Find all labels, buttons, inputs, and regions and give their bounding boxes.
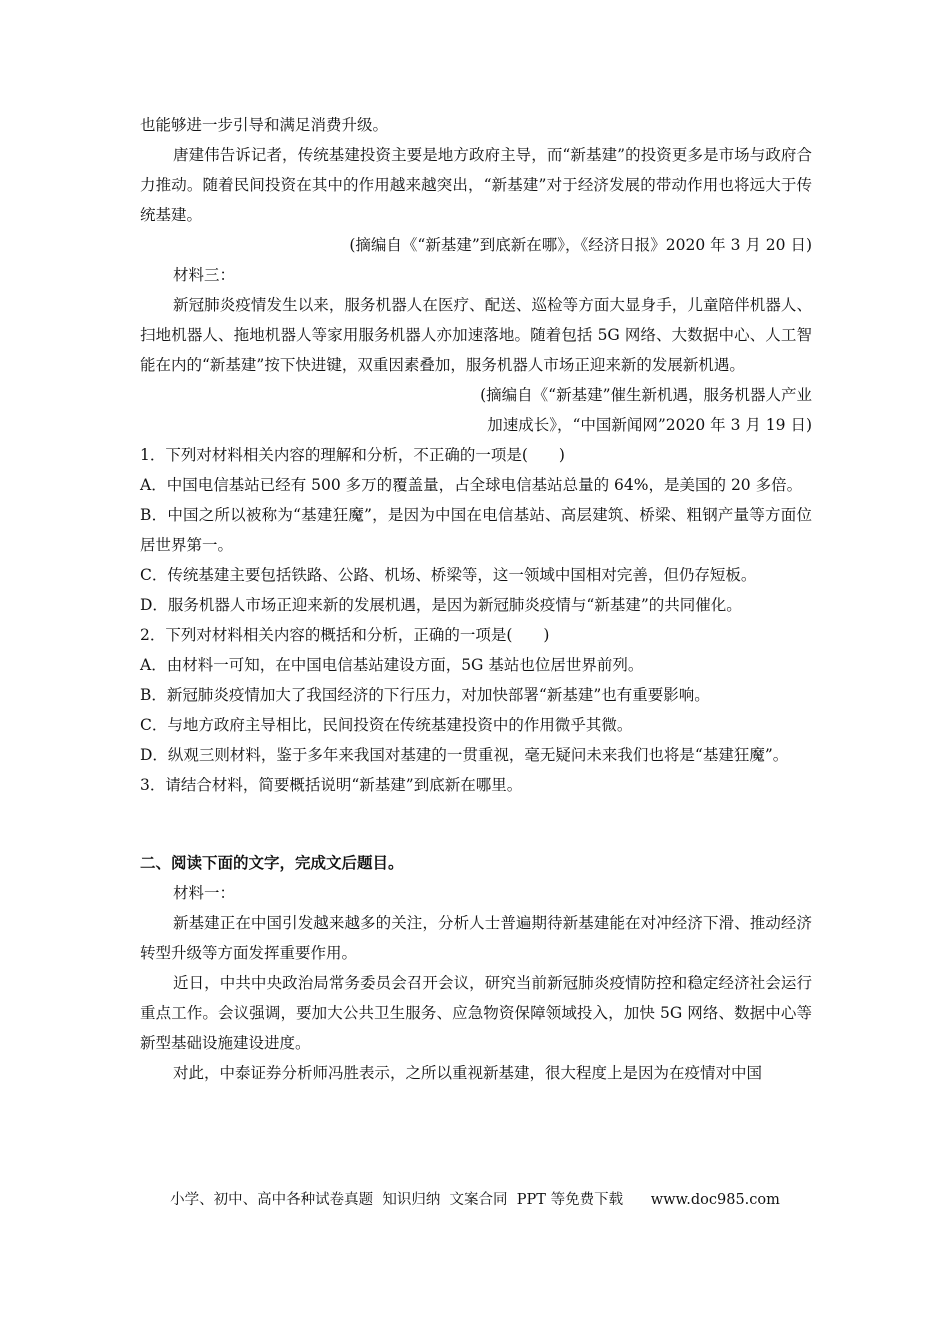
paragraph-analyst-comment: 对此，中泰证券分析师冯胜表示，之所以重视新基建，很大程度上是因为在疫情对中国 [173, 1064, 763, 1082]
question-1 [140, 440, 812, 620]
source-citation-2-line2: 加速成长》，“中国新闻网”2020 年 3 月 19 日) [487, 416, 812, 434]
paragraph-politburo-meeting: 近日，中共中央政治局常务委员会召开会议，研究当前新冠肺炎疫情防控和稳定经济社会运行重点工作。会议强调，要加大公共卫生服务、应急物资保障领域投入，加快 5G 网络、数据中心等新型基础设施建设进度。 [140, 974, 812, 1052]
question-2-option-a: A．由材料一可知，在中国电信基站建设方面，5G 基站也位居世界前列。 [140, 656, 644, 674]
question-1-stem: 1．下列对材料相关内容的理解和分析，不正确的一项是( ) [140, 446, 565, 464]
footer-text: 小学、初中、高中各种试卷真题 知识归纳 文案合同 PPT 等免费下载 [170, 1192, 624, 1208]
paragraph-tang-jianwei: 唐建伟告诉记者，传统基建投资主要是地方政府主导，而“新基建”的投资更多是市场与政府合力推动。随着民间投资在其中的作用越来越突出，“新基建”对于经济发展的带动作用也将远大于传统基建。 [140, 146, 812, 224]
material-one-heading: 材料一： [173, 884, 236, 902]
document-body [140, 110, 812, 1088]
source-citation-2-line1: (摘编自《“新基建”催生新机遇，服务机器人产业 [480, 386, 812, 404]
question-2 [140, 620, 812, 770]
question-2-option-c: C．与地方政府主导相比，民间投资在传统基建投资中的作用微乎其微。 [140, 716, 633, 734]
material-three-heading: 材料三： [173, 266, 236, 284]
paragraph-service-robots: 新冠肺炎疫情发生以来，服务机器人在医疗、配送、巡检等方面大显身手，儿童陪伴机器人、扫地机器人、拖地机器人等家用服务机器人亦加速落地。随着包括 5G 网络、大数据中心、人工智能在内的“新基建”按下快进键，双重因素叠加，服务机器人市场正迎来新的发展新机遇。 [140, 296, 812, 374]
section-two-heading: 二、阅读下面的文字，完成文后题目。 [140, 853, 404, 872]
question-2-option-b: B．新冠肺炎疫情加大了我国经济的下行压力，对加快部署“新基建”也有重要影响。 [140, 686, 710, 704]
question-1-option-d: D．服务机器人市场正迎来新的发展机遇，是因为新冠肺炎疫情与“新基建”的共同催化。 [140, 596, 742, 614]
paragraph-new-infrastructure: 新基建正在中国引发越来越多的关注，分析人士普遍期待新基建能在对冲经济下滑、推动经济转型升级等方面发挥重要作用。 [140, 914, 812, 962]
question-3-stem: 3．请结合材料，简要概括说明“新基建”到底新在哪里。 [140, 776, 523, 794]
page-footer [0, 1188, 950, 1212]
question-1-option-a: A．中国电信基站已经有 500 多万的覆盖量，占全球电信基站总量的 64%，是美国的 20 多倍。 [140, 476, 803, 494]
paragraph-continued: 也能够进一步引导和满足消费升级。 [140, 116, 389, 134]
source-citation-1: (摘编自《“新基建”到底新在哪》，《经济日报》2020 年 3 月 20 日) [349, 236, 812, 254]
footer-link[interactable]: www.doc985.com [650, 1192, 780, 1208]
question-2-stem: 2．下列对材料相关内容的概括和分析，正确的一项是( ) [140, 626, 550, 644]
question-3 [140, 770, 812, 800]
question-1-option-c: C．传统基建主要包括铁路、公路、机场、桥梁等，这一领域中国相对完善，但仍存短板。 [140, 566, 757, 584]
question-2-option-d: D．纵观三则材料，鉴于多年来我国对基建的一贯重视，毫无疑问未来我们也将是“基建狂魔”。 [140, 746, 789, 764]
question-1-option-b: B．中国之所以被称为“基建狂魔”，是因为中国在电信基站、高层建筑、桥梁、粗钢产量等方面位居世界第一。 [140, 506, 812, 554]
